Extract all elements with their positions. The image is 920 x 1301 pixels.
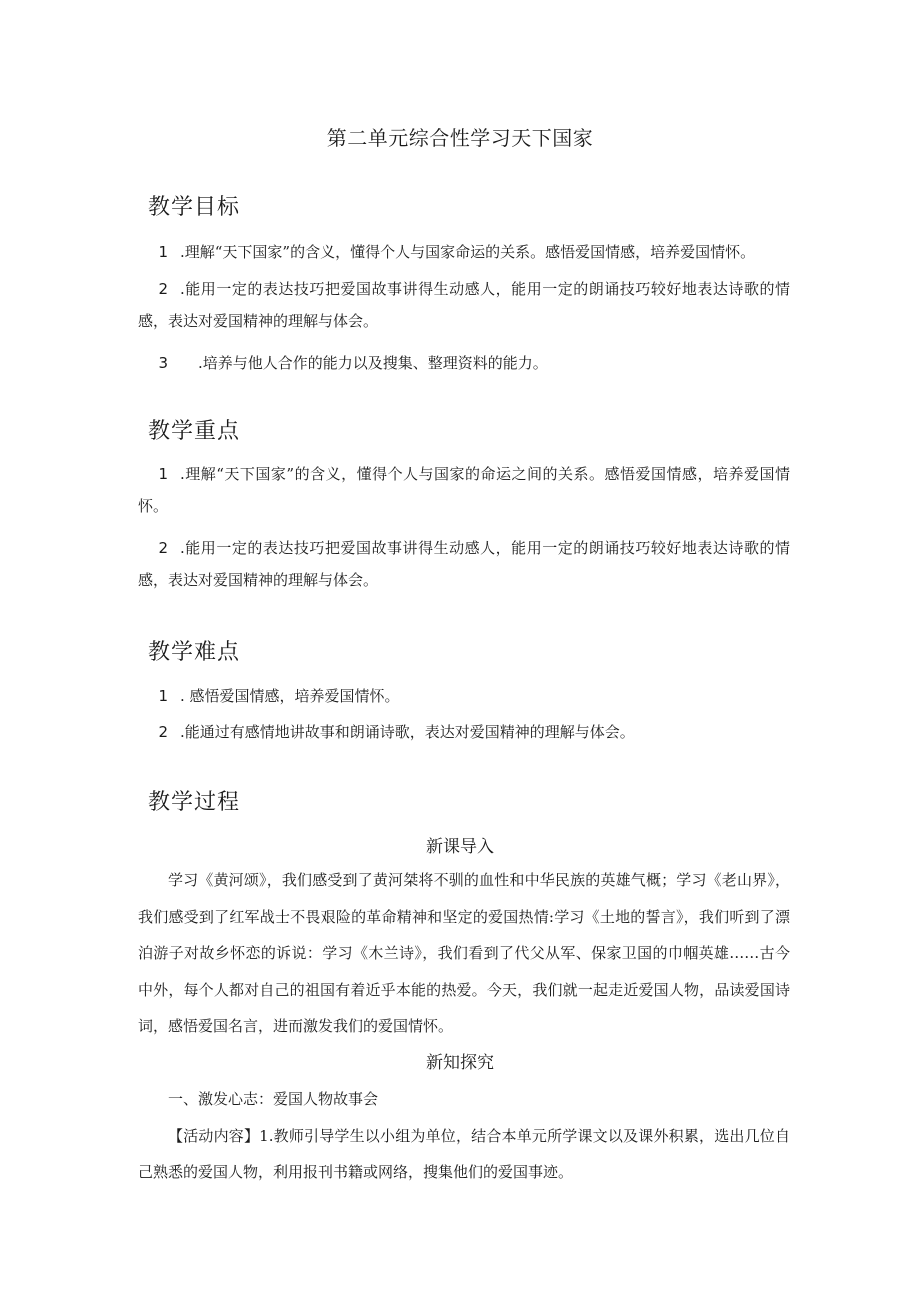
difficulty-item-1 bbox=[138, 680, 790, 712]
difficulty-text: . 感悟爱国情感，培养爱国情怀。 bbox=[180, 687, 400, 705]
activity-heading: 一、激发心志：爱国人物故事会 bbox=[168, 1090, 379, 1108]
key-point-text: .能用一定的表达技巧把爱国故事讲得生动感人，能用一定的朗诵技巧较好地表达诗歌的情感，表达对爱国精神的理解与体会。 bbox=[138, 539, 790, 589]
document-title: 第二单元综合性学习天下国家 bbox=[326, 126, 594, 150]
explore-title: 新知探究 bbox=[426, 1053, 494, 1073]
objective-item-3 bbox=[138, 347, 790, 379]
objective-text: .培养与他人合作的能力以及搜集、整理资料的能力。 bbox=[198, 354, 548, 372]
objective-text: .能用一定的表达技巧把爱国故事讲得生动感人，能用一定的朗诵技巧较好地表达诗歌的情感，表达对爱国精神的理解与体会。 bbox=[138, 280, 790, 330]
key-point-item-2 bbox=[138, 532, 790, 596]
activity-paragraph: 【活动内容】1.教师引导学生以小组为单位，结合本单元所学课文以及课外积累，选出几位自己熟悉的爱国人物，利用报刊书籍或网络，搜集他们的爱国事迹。 bbox=[138, 1127, 790, 1181]
process-heading: 教学过程 bbox=[148, 790, 241, 815]
difficulty-number: 1 bbox=[158, 687, 168, 705]
key-point-item-1 bbox=[138, 458, 790, 522]
key-point-number: 1 bbox=[158, 465, 168, 483]
objective-number: 2 bbox=[158, 280, 168, 298]
objective-item-1 bbox=[138, 236, 790, 268]
objective-number: 1 bbox=[158, 243, 168, 261]
intro-paragraph: 学习《黄河颂》，我们感受到了黄河桀将不驯的血性和中华民族的英雄气概；学习《老山界》，我们感受到了红军战士不畏艰险的革命精神和坚定的爱国热情:学习《土地的誓言》，我们听到了漂泊游子对故乡怀恋的诉说：学习《木兰诗》，我们看到了代父从军、保家卫国的巾帼英雄……古今中外，每个人都对自己的祖国有着近乎本能的热爱。今天，我们就一起走近爱国人物，品读爱国诗词，感悟爱国名言，进而激发我们的爱国情怀。 bbox=[138, 871, 790, 1035]
difficulty-text: .能通过有感情地讲故事和朗诵诗歌，表达对爱国精神的理解与体会。 bbox=[180, 723, 635, 741]
objective-text: .理解“天下国家”的含义，懂得个人与国家命运的关系。感悟爱国情感，培养爱国情怀。 bbox=[180, 243, 756, 261]
objective-number: 3 bbox=[158, 354, 168, 372]
key-point-number: 2 bbox=[158, 539, 168, 557]
key-point-text: .理解“天下国家”的含义，懂得个人与国家的命运之间的关系。感悟爱国情感，培养爱国情怀。 bbox=[138, 465, 790, 515]
difficulty-number: 2 bbox=[158, 723, 168, 741]
difficulty-item-2 bbox=[138, 716, 790, 748]
objectives-heading: 教学目标 bbox=[148, 195, 241, 220]
difficulties-heading: 教学难点 bbox=[148, 640, 241, 665]
intro-title: 新课导入 bbox=[426, 837, 494, 857]
objective-item-2 bbox=[138, 273, 790, 337]
key-points-heading: 教学重点 bbox=[148, 419, 241, 444]
